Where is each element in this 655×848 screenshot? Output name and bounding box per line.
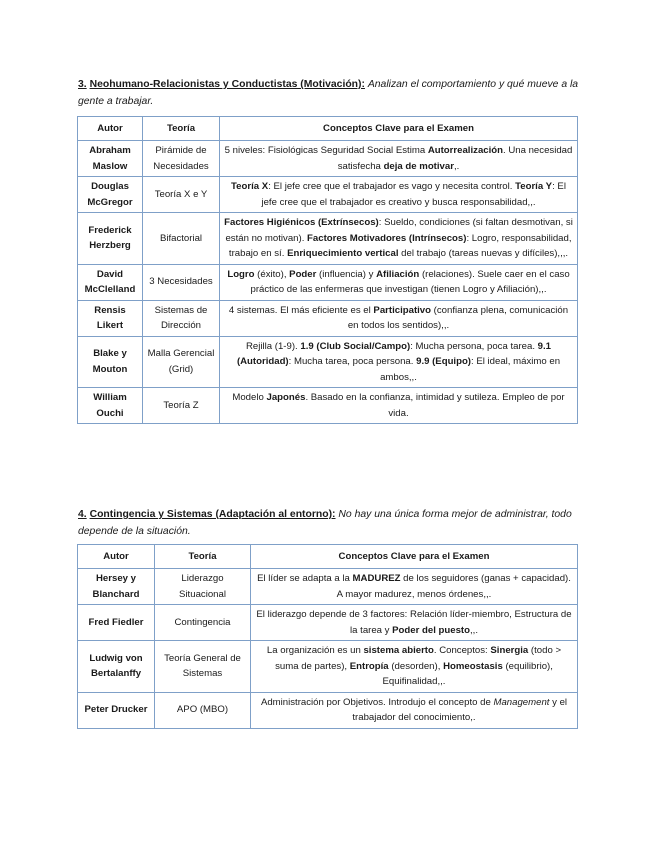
concept-segment: (equilibrio), Equifinalidad,,. (382, 660, 553, 687)
concept-segment: La organización es un (266, 645, 364, 656)
concept-segment: Factores Higiénicos (Extrínsecos) (224, 217, 379, 228)
concept-segment: MADUREZ (352, 573, 401, 584)
table-row (78, 605, 578, 641)
conceptos-cell (251, 569, 578, 605)
autor-cell: Blake y Mouton (78, 336, 143, 388)
teoria-cell: Sistemas de Dirección (143, 300, 220, 336)
section-4-title: Contingencia y Sistemas (Adaptación al entorno): (89, 509, 336, 520)
autor-cell: Frederick Herzberg (78, 213, 143, 265)
teoria-cell: Contingencia (155, 605, 251, 641)
concept-segment: de los seguidores (ganas + capacidad). A mayor madurez, menos órdenes,,. (336, 573, 571, 600)
concept-segment: : El jefe cree que el trabajador es vago y necesita control. (268, 181, 516, 192)
autor-cell: Peter Drucker (78, 692, 155, 728)
concept-segment: ,,. (469, 624, 478, 636)
section-3-title: Neohumano-Relacionistas y Conductistas (Motivación): (89, 79, 365, 90)
table-header-row (78, 117, 578, 141)
conceptos-cell (220, 177, 578, 213)
conceptos-cell (251, 605, 578, 641)
concept-segment: Teoría X (231, 181, 269, 192)
section-4-rows (78, 569, 578, 729)
teoria-cell: Liderazgo Situacional (155, 569, 251, 605)
concept-segment: Autorrealización (427, 145, 503, 156)
concept-segment: Modelo (232, 392, 267, 403)
table-row (78, 692, 578, 728)
teoria-cell: APO (MBO) (155, 692, 251, 728)
concept-segment: ,. (453, 160, 460, 172)
conceptos-cell (220, 388, 578, 424)
concept-segment: (influencia) y (316, 268, 377, 280)
concept-segment: . Una necesidad satisfecha (337, 145, 573, 172)
header-autor: Autor (78, 117, 143, 141)
section-3-heading (78, 76, 583, 110)
concept-segment: Sinergia (490, 645, 529, 656)
table-row (78, 388, 578, 424)
section-4-table (77, 544, 578, 729)
table-row (78, 336, 578, 388)
conceptos-cell (220, 300, 578, 336)
table-row (78, 213, 578, 265)
section-3-description: Analizan el comportamiento y qué mueve a la gente a trabajar. (78, 79, 579, 107)
table-row (78, 300, 578, 336)
header-conceptos: Conceptos Clave para el Examen (251, 545, 578, 569)
concept-segment: Japonés (266, 392, 306, 403)
concept-segment: Homeostasis (443, 660, 503, 672)
autor-cell: Douglas McGregor (78, 177, 143, 213)
header-teoria: Teoría (143, 117, 220, 141)
concept-segment: Rejilla (1-9). (245, 340, 301, 352)
concept-segment: Management (493, 696, 550, 708)
concept-segment: (confianza plena, comunicación en todos los sentidos),,. (347, 304, 569, 331)
teoria-cell: Teoría X e Y (143, 177, 220, 213)
concept-segment: El liderazgo depende de 3 factores: Relación líder-miembro, Estructura de la tarea y (256, 609, 572, 636)
concept-segment: Enriquecimiento vertical (287, 248, 399, 259)
concept-segment: deja de motivar (383, 160, 454, 172)
autor-cell: David McClelland (78, 264, 143, 300)
concept-segment: Entropía (349, 660, 389, 672)
autor-cell: Hersey y Blanchard (78, 569, 155, 605)
concept-segment: 9.1 (Autoridad) (236, 340, 552, 367)
teoria-cell: 3 Necesidades (143, 264, 220, 300)
concept-segment: . Conceptos: (433, 645, 491, 656)
teoria-cell: Pirámide de Necesidades (143, 141, 220, 177)
concept-segment: . Basado en la confianza, intimidad y sutileza. Empleo de por vida. (305, 392, 565, 419)
conceptos-cell (220, 141, 578, 177)
concept-segment: Teoría Y (515, 181, 553, 192)
concept-segment: Afiliación (376, 268, 420, 280)
table-row (78, 641, 578, 693)
conceptos-cell (220, 213, 578, 265)
table-row (78, 177, 578, 213)
concept-segment: : Mucha persona, poca tarea. (410, 340, 538, 352)
section-4-heading (78, 506, 583, 540)
table-row (78, 141, 578, 177)
header-autor: Autor (78, 545, 155, 569)
conceptos-cell (220, 264, 578, 300)
section-3-number: 3. (78, 79, 87, 90)
teoria-cell: Bifactorial (143, 213, 220, 265)
concept-segment: Poder (289, 268, 317, 280)
concept-segment: Administración por Objetivos. Introdujo el concepto de (260, 696, 494, 708)
table-row (78, 569, 578, 605)
teoria-cell: Teoría Z (143, 388, 220, 424)
section-4-description: No hay una única forma mejor de administrar, todo depende de la situación. (78, 509, 572, 537)
section-3-table (77, 116, 578, 424)
section-4-number: 4. (78, 509, 87, 520)
autor-cell: Fred Fiedler (78, 605, 155, 641)
concept-segment: Factores Motivadores (Intrínsecos) (307, 232, 467, 244)
autor-cell: Ludwig von Bertalanffy (78, 641, 155, 693)
concept-segment: del trabajo (tareas nuevas y difíciles),,,. (398, 248, 569, 259)
conceptos-cell (251, 692, 578, 728)
concept-segment: y el trabajador del conocimiento,. (352, 696, 568, 723)
concept-segment: : Logro, responsabilidad, trabajo en sí. (228, 232, 572, 259)
concept-segment: (todo > suma de partes), (275, 645, 562, 672)
table-row (78, 264, 578, 300)
concept-segment: (relaciones). Suele caer en el caso práctico de las enfermeras que investigan (tienen Logro y Afiliación),,. (250, 268, 570, 295)
header-teoria: Teoría (155, 545, 251, 569)
section-3-rows (78, 141, 578, 424)
concept-segment: : Sueldo, condiciones (si faltan desmotivan, si están no motivan). (225, 217, 573, 244)
teoria-cell: Malla Gerencial (Grid) (143, 336, 220, 388)
concept-segment: 4 sistemas. El más eficiente es el (228, 304, 374, 316)
conceptos-cell (251, 641, 578, 693)
concept-segment: Logro (227, 268, 255, 280)
concept-segment: Participativo (373, 304, 432, 316)
concept-segment: 9.9 (Equipo) (416, 356, 472, 367)
conceptos-cell (220, 336, 578, 388)
concept-segment: : El jefe cree que el trabajador es creativo y busca responsabilidad,,. (261, 181, 566, 208)
concept-segment: 1.9 (Club Social/Campo) (300, 340, 411, 352)
concept-segment: sistema abierto (363, 645, 434, 656)
concept-segment: 5 niveles: Fisiológicas Seguridad Social Estima (224, 145, 428, 156)
concept-segment: Poder del puesto (392, 624, 470, 636)
concept-segment: (éxito), (254, 268, 290, 280)
concept-segment: : El ideal, máximo en ambos,,. (380, 356, 561, 383)
autor-cell: William Ouchi (78, 388, 143, 424)
table-header-row (78, 545, 578, 569)
teoria-cell: Teoría General de Sistemas (155, 641, 251, 693)
concept-segment: : Mucha tarea, poca persona. (288, 356, 417, 367)
autor-cell: Rensis Likert (78, 300, 143, 336)
concept-segment: (desorden), (388, 660, 444, 672)
autor-cell: Abraham Maslow (78, 141, 143, 177)
concept-segment: El líder se adapta a la (257, 573, 353, 584)
header-conceptos: Conceptos Clave para el Examen (220, 117, 578, 141)
